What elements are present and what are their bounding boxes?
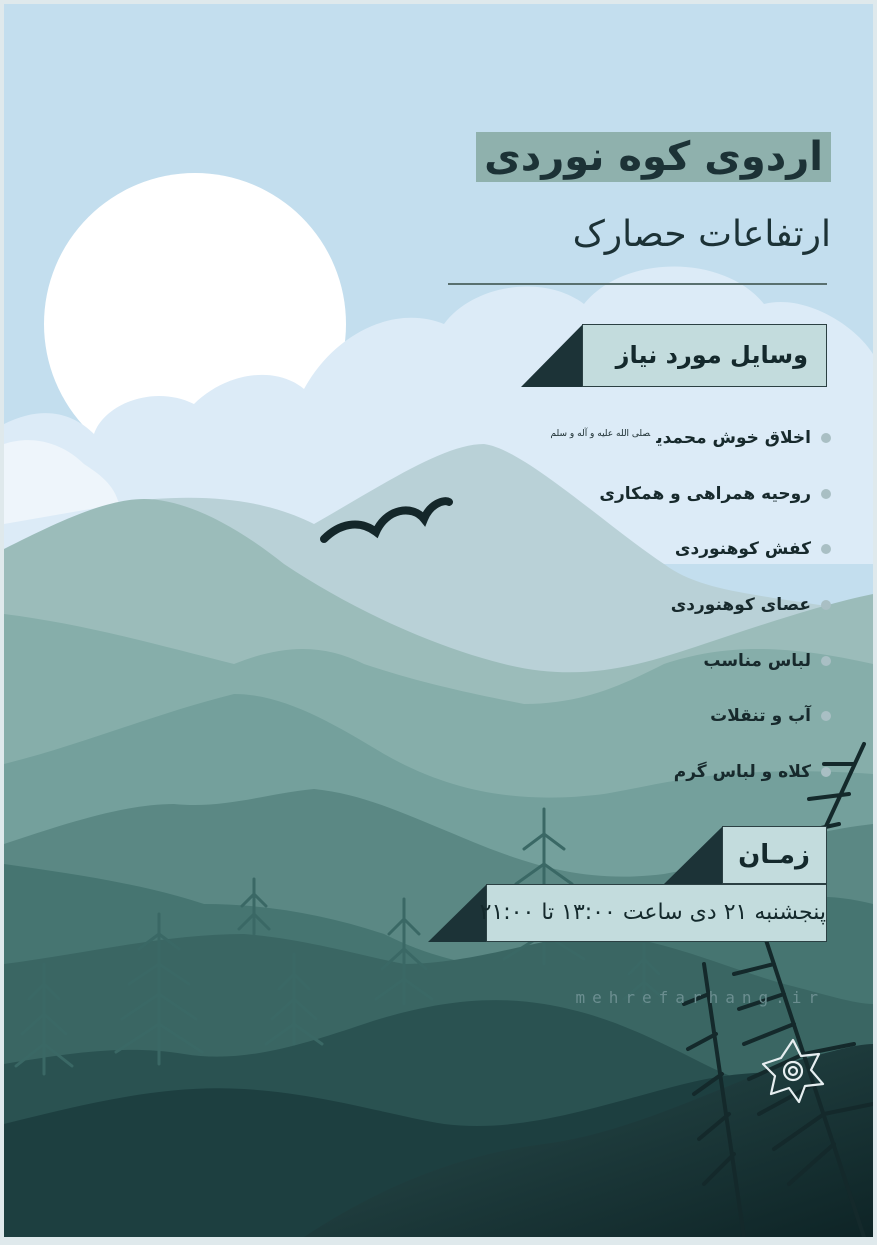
list-item-label: کلاه و لباس گرم bbox=[673, 762, 811, 783]
time-heading: زمـان bbox=[722, 826, 827, 884]
time-value-triangle-icon bbox=[428, 884, 487, 942]
list-item bbox=[411, 414, 831, 470]
list-item-note: صلی الله علیه و آله و سلم bbox=[550, 429, 651, 439]
bullet-icon bbox=[821, 656, 831, 666]
bullet-icon bbox=[821, 767, 831, 777]
bullet-icon bbox=[821, 711, 831, 721]
supplies-heading-triangle-icon bbox=[521, 324, 583, 387]
list-item bbox=[411, 525, 831, 581]
list-item bbox=[411, 692, 831, 748]
list-item bbox=[411, 748, 831, 804]
list-item bbox=[411, 581, 831, 637]
list-item bbox=[411, 637, 831, 693]
page-title: اردوی کوه نوردی bbox=[476, 132, 831, 182]
bullet-icon bbox=[821, 544, 831, 554]
list-item bbox=[411, 470, 831, 526]
flower-star-logo-icon bbox=[759, 1036, 827, 1104]
bullet-icon bbox=[821, 600, 831, 610]
supplies-list bbox=[411, 414, 831, 804]
bullet-icon bbox=[821, 433, 831, 443]
page-subtitle: ارتفاعات حصارک bbox=[572, 214, 831, 255]
list-item-label: اخلاق خوش محمدی bbox=[656, 428, 811, 448]
poster bbox=[4, 4, 873, 1237]
bullet-icon bbox=[821, 489, 831, 499]
list-item-label: روحیه همراهی و همکاری bbox=[599, 483, 811, 504]
list-item-label: کفش کوهنوردی bbox=[674, 539, 811, 560]
time-heading-triangle-icon bbox=[664, 826, 723, 884]
website-text: mehrefarhang.ir bbox=[575, 988, 825, 1007]
list-item-label: عصای کوهنوردی bbox=[670, 595, 811, 616]
supplies-heading: وسایل مورد نیاز bbox=[582, 324, 827, 387]
title-divider bbox=[448, 283, 827, 285]
list-item-label: لباس مناسب bbox=[703, 650, 811, 671]
list-item-label: آب و تنقلات bbox=[710, 706, 811, 727]
event-time: پنجشنبه ۲۱ دی ساعت ۱۳:۰۰ تا ۲۱:۰۰ bbox=[486, 884, 827, 942]
